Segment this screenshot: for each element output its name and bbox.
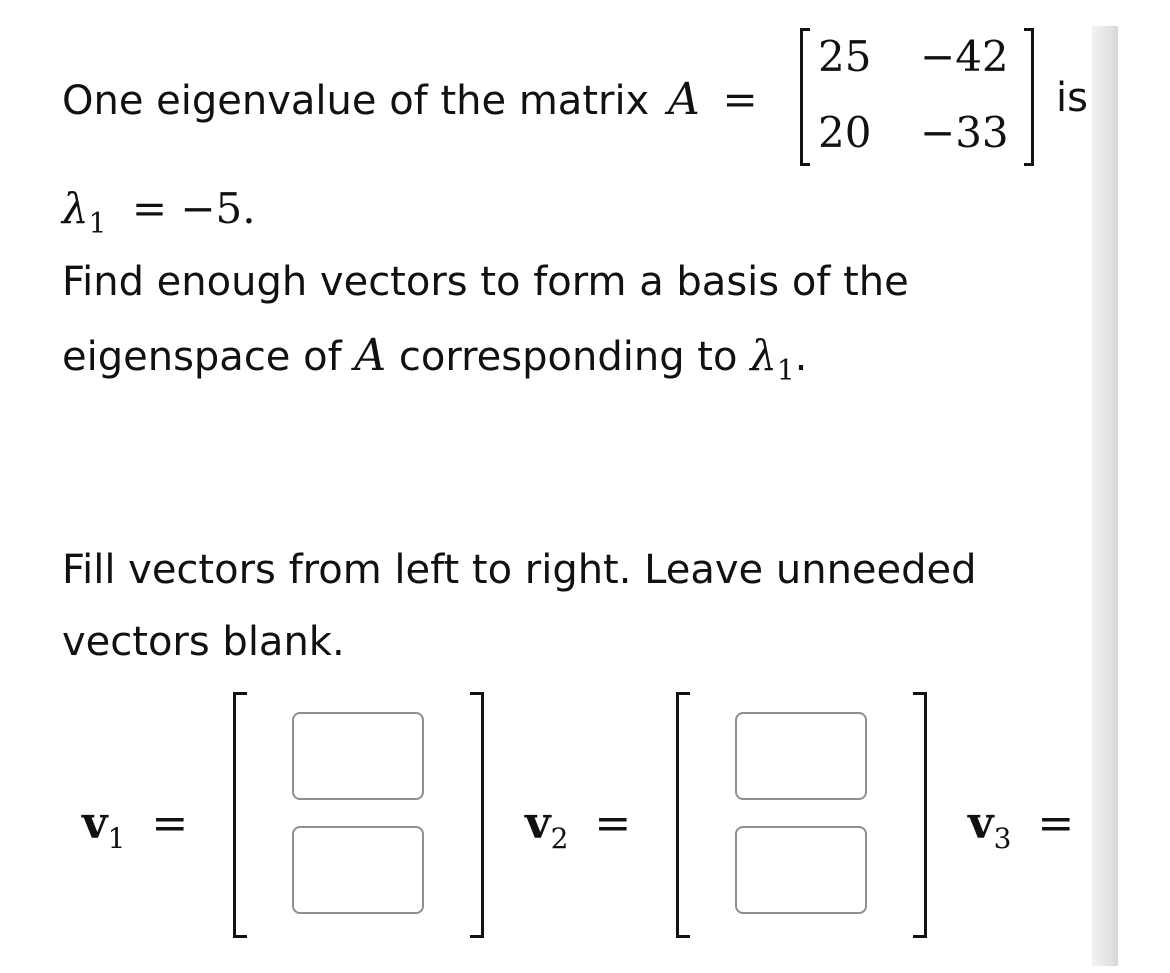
question-line-4-middle: corresponding to [398,334,738,380]
lambda-subscript: 1 [88,206,107,240]
vertical-scrollbar[interactable] [1092,26,1118,966]
vector-2-entry-1-input[interactable] [735,712,867,800]
matrix-cell-1-1: 25 [818,32,872,81]
vector-1-right-bracket [470,692,484,938]
vector-2-entry-2-input[interactable] [735,826,867,914]
is-text: is [1056,75,1088,121]
vector-1-left-bracket [233,692,247,938]
matrix-cell-1-2: −42 [920,32,1009,81]
question-line-3: Find enough vectors to form a basis of the [62,259,909,305]
matrix-variable: A [667,74,700,125]
matrix-a [800,28,1034,166]
eigenvalue-value: = −5. [131,184,256,233]
eigenspace-lambda: $\lambda_1$ [750,331,795,387]
question-line-4 [62,330,808,387]
lambda-symbol: λ [62,184,89,233]
vector-3-label: $v_3$ = [968,798,1075,855]
vector-1-label: $v_1$ = [82,798,189,855]
matrix-cell-2-2: −33 [920,108,1009,157]
matrix-left-bracket [800,28,810,166]
vector-2-label: $v_2$ = [525,798,632,855]
question-line-1 [62,74,758,125]
vector-1-entry-1-input[interactable] [292,712,424,800]
vector-2-left-bracket [676,692,690,938]
question-line-4-period: . [794,334,808,380]
equals-sign: = [722,75,758,124]
matrix-cell-2-1: 20 [818,108,872,157]
vector-2-right-bracket [913,692,927,938]
vector-1-entry-2-input[interactable] [292,826,424,914]
eigenvalue-line [62,184,256,239]
matrix-right-bracket [1024,28,1034,166]
eigenspace-matrix-variable: A [354,330,387,381]
instruction-line-1: Fill vectors from left to right. Leave unneeded [62,547,977,593]
question-intro-text: One eigenvalue of the matrix [62,78,650,124]
question-line-4-prefix: eigenspace of [62,334,342,380]
instruction-line-2: vectors blank. [62,619,345,665]
